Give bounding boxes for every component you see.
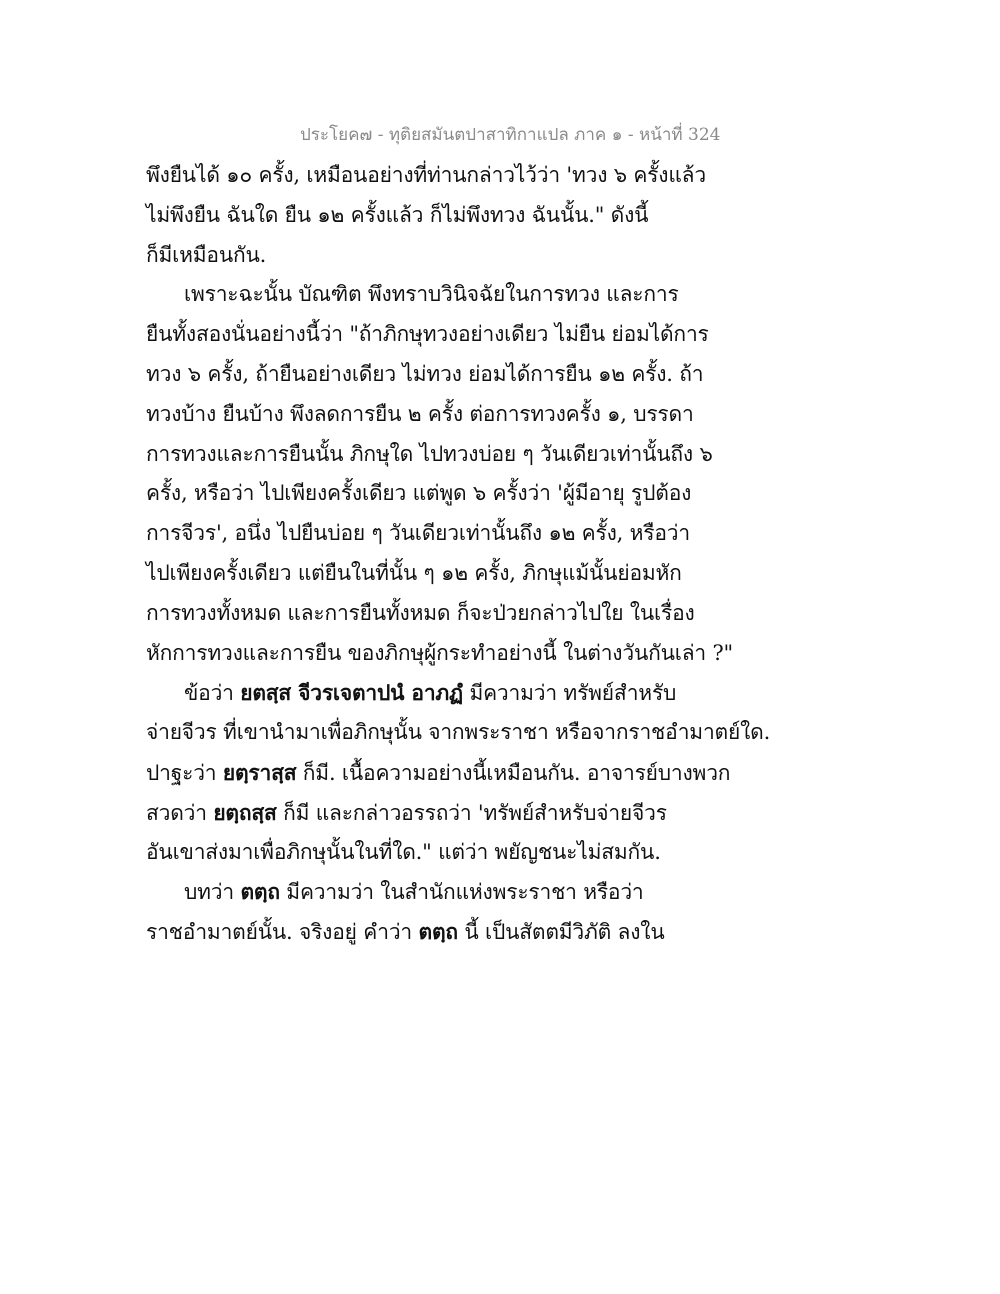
text-line: ก็มีเหมือนกัน. [146, 242, 267, 267]
body-text [146, 156, 771, 952]
text-line: สวดว่า ยตฺถสฺส ก็มี และกล่าวอรรถว่า 'ทรัพย์สำหรับจ่ายจีวร [146, 799, 667, 825]
text-line: ไม่พึงยืน ฉันใด ยืน ๑๒ ครั้งแล้ว ก็ไม่พึงทวง ฉันนั้น." ดังนี้ [146, 202, 649, 227]
text-line: การทวงและการยืนนั้น ภิกษุใด ไปทวงบ่อย ๆ วันเดียวเท่านั้นถึง ๖ [146, 441, 713, 466]
paragraph-start-line: เพราะฉะนั้น บัณฑิต พึงทราบวินิจฉัยในการทวง และการ [184, 282, 679, 307]
pali-term: ตตฺถ [418, 919, 458, 945]
pali-term: ยตฺถสฺส [213, 799, 277, 825]
text-line: ทวง ๖ ครั้ง, ถ้ายืนอย่างเดียว ไม่ทวง ย่อมได้การยืน ๑๒ ครั้ง. ถ้า [146, 361, 704, 386]
text-line: ทวงบ้าง ยืนบ้าง พึงลดการยืน ๒ ครั้ง ต่อการทวงครั้ง ๑, บรรดา [146, 401, 694, 426]
text-line: ไปเพียงครั้งเดียว แต่ยืนในที่นั้น ๆ ๑๒ ครั้ง, ภิกษุแม้นั้นย่อมหัก [146, 560, 682, 585]
text-line: ครั้ง, หรือว่า ไปเพียงครั้งเดียว แต่พูด ๖ ครั้งว่า 'ผู้มีอายุ รูปต้อง [146, 481, 692, 506]
text-line: พึงยืนได้ ๑๐ ครั้ง, เหมือนอย่างที่ท่านกล่าวไว้ว่า 'ทวง ๖ ครั้งแล้ว [146, 163, 706, 187]
text-line: ราชอำมาตย์นั้น. จริงอยู่ คำว่า ตตฺถ นี้ เป็นสัตตมีวิภัติ ลงใน [146, 919, 665, 945]
text-line: การจีวร', อนึ่ง ไปยืนบ่อย ๆ วันเดียวเท่านั้นถึง ๑๒ ครั้ง, หรือว่า [146, 521, 690, 546]
text-line: ปาฐะว่า ยตฺราสฺส ก็มี. เนื้อความอย่างนี้เหมือนกัน. อาจารย์บางพวก [146, 759, 731, 785]
pali-term: ยตฺราสฺส [222, 759, 297, 785]
text-line: การทวงทั้งหมด และการยืนทั้งหมด ก็จะป่วยกล่าวไปใย ในเรื่อง [146, 600, 695, 625]
text-line: ยืนทั้งสองนั่นอย่างนี้ว่า "ถ้าภิกษุทวงอย่างเดียว ไม่ยืน ย่อมได้การ [146, 322, 709, 347]
paragraph-start-line: ข้อว่า ยตสฺส จีวรเจตาปนํ อาภฏํ มีความว่า ทรัพย์สำหรับ [184, 680, 677, 706]
text-line: อันเขาส่งมาเพื่อภิกษุนั้นในที่ใด." แต่ว่า พยัญชนะไม่สมกัน. [146, 839, 661, 864]
pali-term: ยตสฺส จีวรเจตาปนํ อาภฏํ [240, 680, 463, 706]
paragraph-start-line: บทว่า ตตฺถ มีความว่า ในสำนักแห่งพระราชา หรือว่า [184, 879, 644, 905]
running-header: ประโยค๗ - ทุติยสมันตปาสาทิกาแปล ภาค ๑ - หน้าที่ 324 [300, 125, 721, 145]
text-line: หักการทวงและการยืน ของภิกษุผู้กระทำอย่างนี้ ในต่างวันกันเล่า ?" [146, 640, 734, 665]
text-line: จ่ายจีวร ที่เขานำมาเพื่อภิกษุนั้น จากพระราชา หรือจากราชอำมาตย์ใด. [146, 720, 771, 745]
pali-term: ตตฺถ [240, 879, 280, 905]
